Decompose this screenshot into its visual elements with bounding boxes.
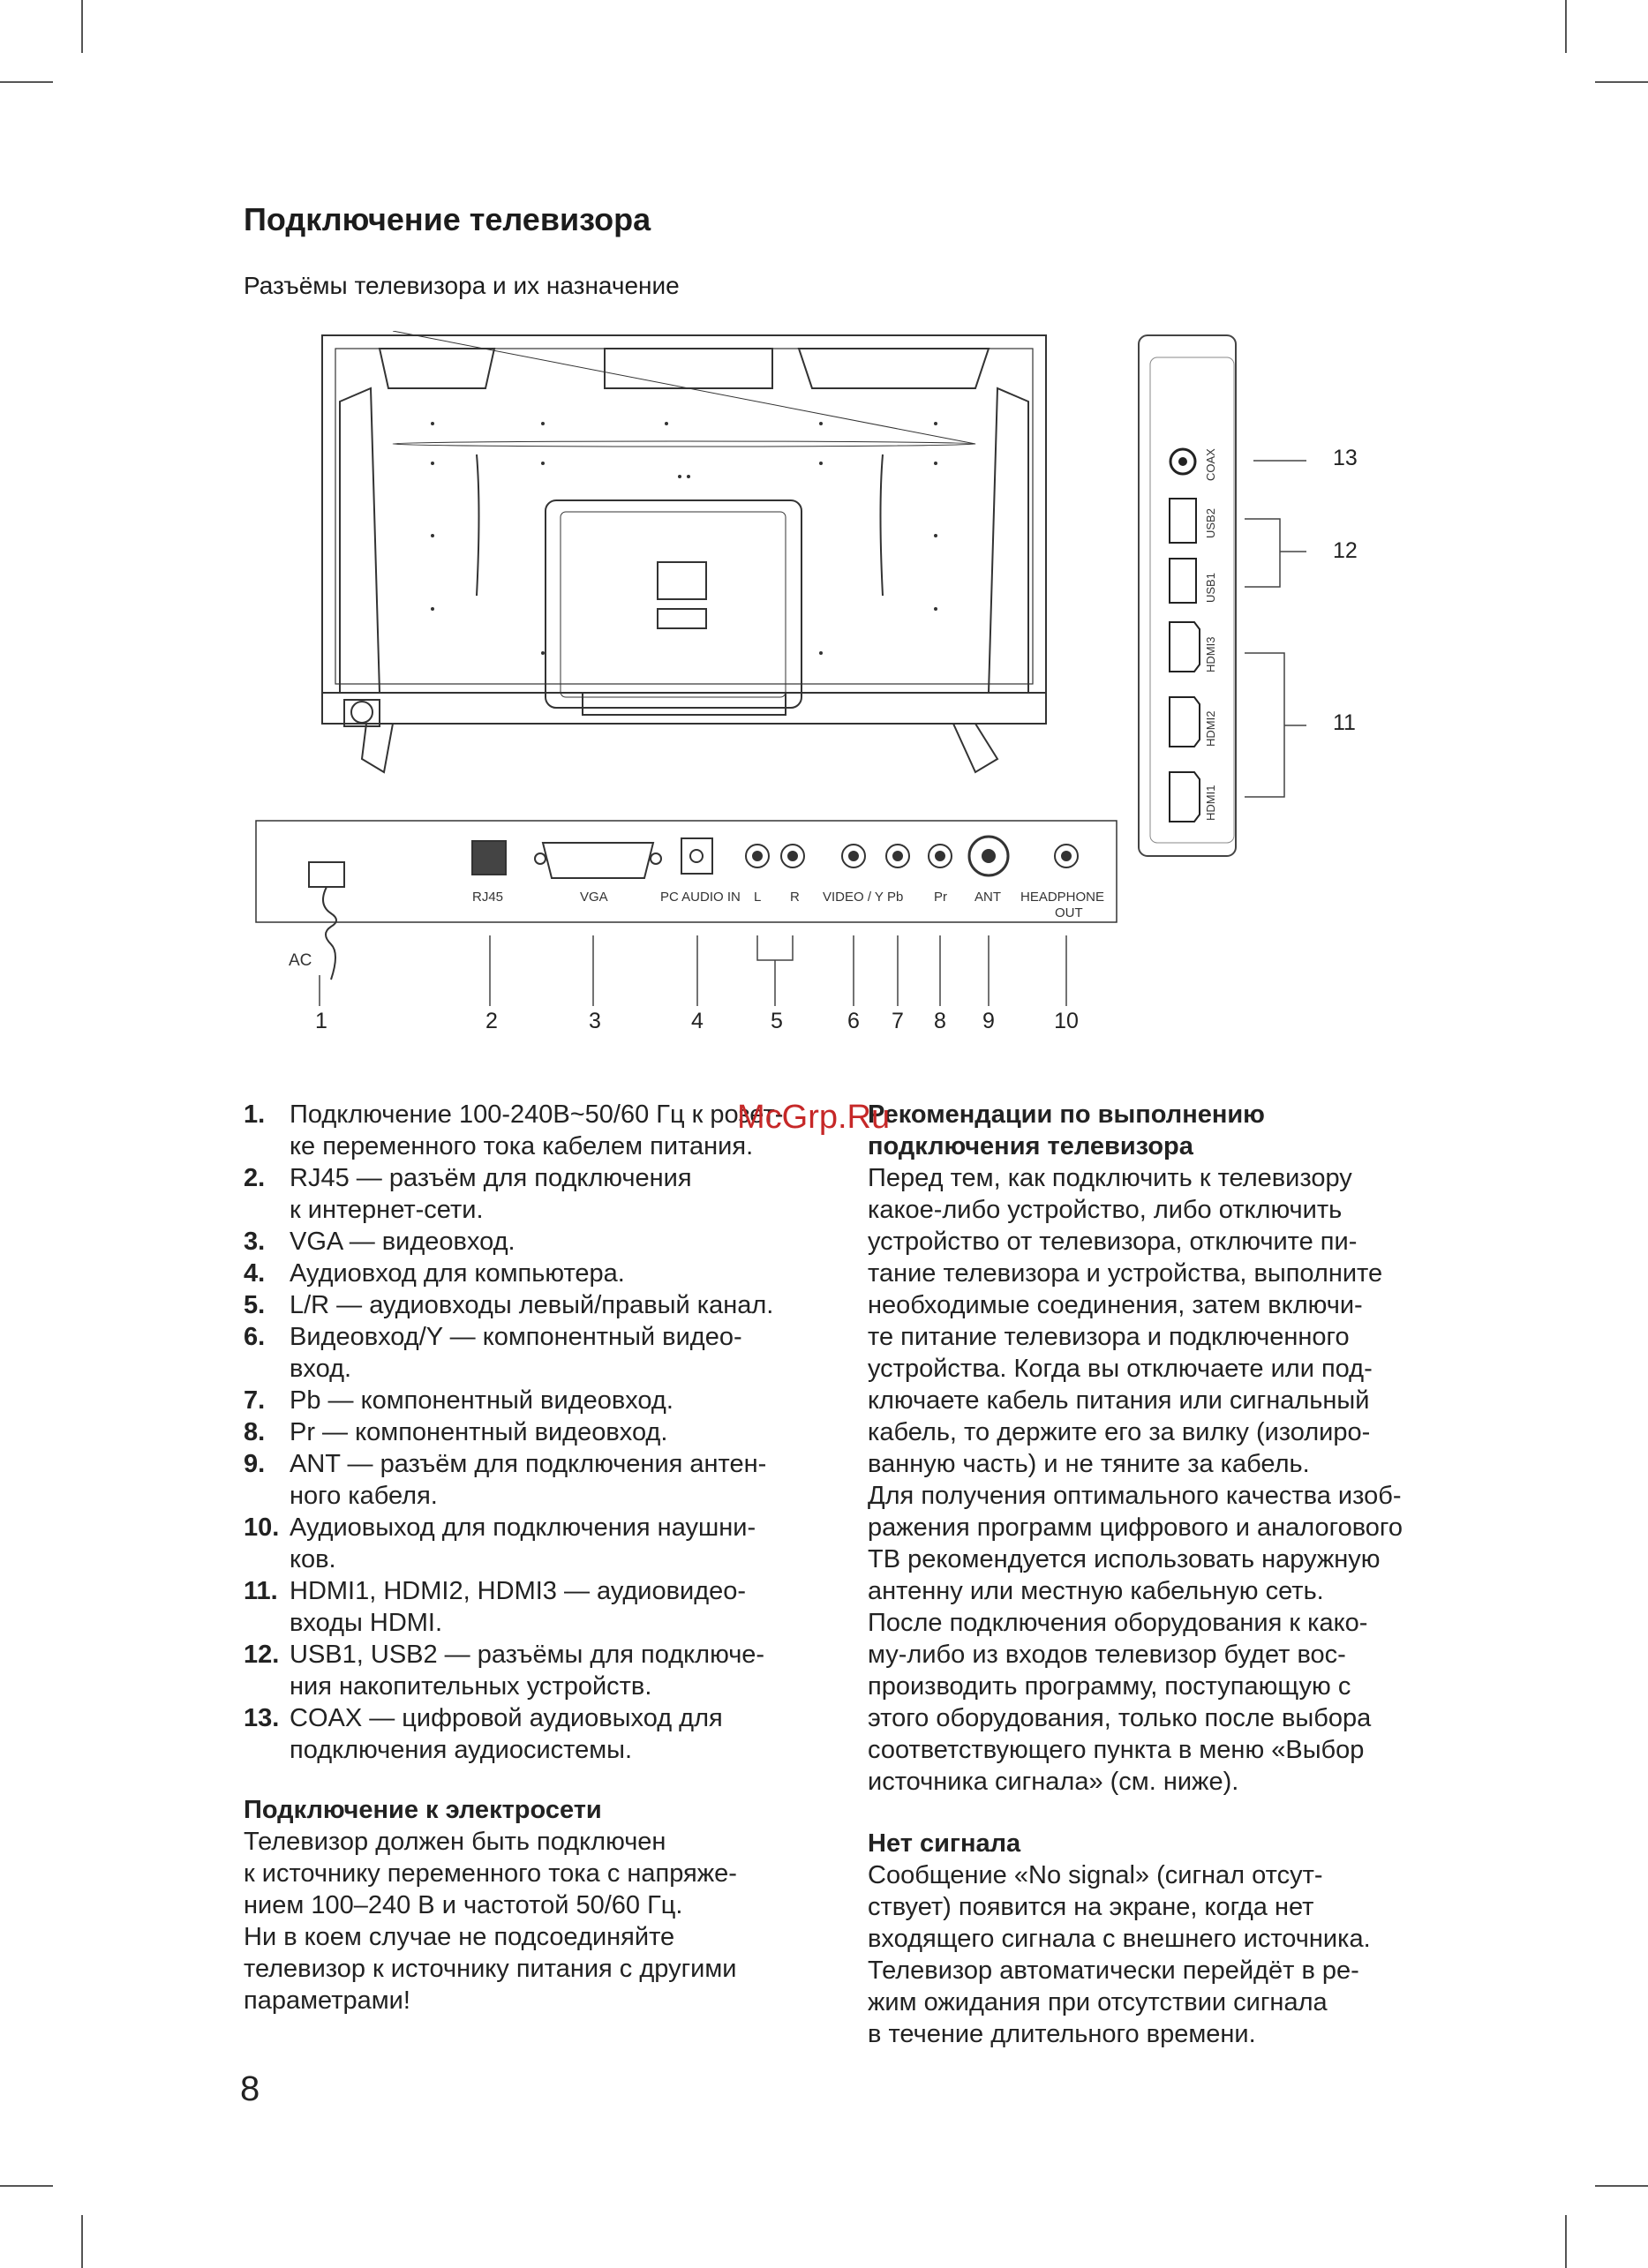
list-number: 4. xyxy=(244,1259,266,1288)
list-text: подключения аудиосистемы. xyxy=(290,1736,633,1764)
recommend-line: антенну или местную кабельную сеть. xyxy=(868,1577,1324,1605)
label-pc-audio: PC AUDIO IN xyxy=(660,890,741,905)
callout-4: 4 xyxy=(691,1009,704,1033)
recommend-line: устройство от телевизора, отключите пи- xyxy=(868,1228,1358,1256)
list-text: к интернет-сети. xyxy=(290,1196,484,1224)
list-text: ного кабеля. xyxy=(290,1482,438,1510)
label-headphone: HEADPHONE xyxy=(1020,890,1105,905)
nosignal-line: Сообщение «No signal» (сигнал отсут- xyxy=(868,1861,1323,1889)
list-item xyxy=(244,1321,844,1385)
power-line: параметрами! xyxy=(244,1986,410,2015)
recommend-line: Для получения оптимального качества изоб- xyxy=(868,1482,1402,1510)
list-item xyxy=(244,1258,844,1289)
label-pr: Pr xyxy=(934,890,947,905)
power-line: к источнику переменного тока с напряже- xyxy=(244,1859,737,1888)
crop-mark xyxy=(1565,2215,1567,2268)
list-text: ANT — разъём для подключения антен- xyxy=(290,1450,767,1478)
callout-9: 9 xyxy=(982,1009,995,1033)
page-number: 8 xyxy=(240,2069,260,2108)
nosignal-line: входящего сигнала с внешнего источника. xyxy=(868,1925,1371,1953)
list-text: ке переменного тока кабелем питания. xyxy=(290,1132,754,1160)
list-number: 12. xyxy=(244,1641,280,1669)
label-l: L xyxy=(754,890,762,905)
recommend-line: источника сигнала» (см. ниже). xyxy=(868,1768,1239,1796)
list-text: Pb — компонентный видеовход. xyxy=(290,1386,673,1415)
list-item xyxy=(244,1416,844,1448)
callout-11: 11 xyxy=(1333,710,1356,735)
recommend-heading: подключения телевизора xyxy=(868,1132,1193,1160)
label-video-y: VIDEO / Y xyxy=(823,890,884,905)
power-line: Телевизор должен быть подключен xyxy=(244,1828,666,1856)
label-out: OUT xyxy=(1055,905,1083,920)
list-text: COAX — цифровой аудиовыход для xyxy=(290,1704,723,1732)
list-number: 3. xyxy=(244,1228,266,1256)
recommend-section xyxy=(868,1099,1477,1798)
nosignal-line: жим ожидания при отсутствии сигнала xyxy=(868,1988,1328,2016)
list-number: 10. xyxy=(244,1513,280,1542)
crop-mark xyxy=(81,2215,83,2268)
list-item xyxy=(244,1385,844,1416)
recommend-line: ключаете кабель питания или сигнальный xyxy=(868,1386,1370,1415)
callout-1: 1 xyxy=(315,1009,327,1033)
recommend-line: кабель, то держите его за вилку (изолиро- xyxy=(868,1418,1371,1446)
label-ac: AC xyxy=(289,951,312,970)
list-number: 7. xyxy=(244,1386,266,1415)
power-heading: Подключение к электросети xyxy=(244,1796,602,1824)
power-line: Ни в коем случае не подсоединяйте xyxy=(244,1923,675,1951)
coax-label: COAX xyxy=(1204,448,1217,481)
callout-3: 3 xyxy=(589,1009,601,1033)
power-line: нием 100–240 В и частотой 50/60 Гц. xyxy=(244,1891,683,1919)
crop-mark xyxy=(0,2185,53,2187)
list-text: USB1, USB2 — разъёмы для подключе- xyxy=(290,1641,765,1669)
list-text: L/R — аудиовходы левый/правый канал. xyxy=(290,1291,774,1319)
list-item xyxy=(244,1702,844,1766)
hdmi1-label: HDMI1 xyxy=(1204,785,1217,821)
tv-rear-illustration xyxy=(318,331,1050,790)
callout-12: 12 xyxy=(1333,538,1358,563)
callout-13: 13 xyxy=(1333,446,1358,470)
crop-mark xyxy=(1565,0,1567,53)
label-ant: ANT xyxy=(975,890,1001,905)
list-item xyxy=(244,1639,844,1702)
recommend-line: производить программу, поступающую с xyxy=(868,1672,1351,1701)
list-number: 5. xyxy=(244,1291,266,1319)
list-number: 9. xyxy=(244,1450,266,1478)
power-line: телевизор к источнику питания с другими xyxy=(244,1955,737,1983)
crop-mark xyxy=(0,81,53,83)
recommend-line: ТВ рекомендуется использовать наружную xyxy=(868,1545,1381,1573)
list-text: входы HDMI. xyxy=(290,1609,443,1637)
crop-mark xyxy=(1595,81,1648,83)
label-r: R xyxy=(790,890,800,905)
list-number: 2. xyxy=(244,1164,266,1192)
recommend-line: этого оборудования, только после выбора xyxy=(868,1704,1372,1732)
power-section xyxy=(244,1794,844,2016)
list-text: ния накопительных устройств. xyxy=(290,1672,652,1701)
list-text: вход. xyxy=(290,1355,352,1383)
list-text: Аудиовыход для подключения наушни- xyxy=(290,1513,756,1542)
page-title: Подключение телевизора xyxy=(244,201,651,237)
list-item xyxy=(244,1448,844,1512)
recommend-line: Перед тем, как подключить к телевизору xyxy=(868,1164,1352,1192)
usb1-label: USB1 xyxy=(1204,573,1217,603)
recommend-line: тание телевизора и устройства, выполните xyxy=(868,1259,1383,1288)
crop-mark xyxy=(1595,2185,1648,2187)
list-number: 8. xyxy=(244,1418,266,1446)
list-number: 1. xyxy=(244,1100,266,1129)
recommend-line: ражения программ цифрового и аналогового xyxy=(868,1513,1403,1542)
list-number: 13. xyxy=(244,1704,280,1732)
list-text: VGA — видеовход. xyxy=(290,1228,515,1256)
list-text: Подключение 100-240В~50/60 Гц к розет- xyxy=(290,1100,784,1129)
list-number: 11. xyxy=(244,1577,278,1605)
recommend-heading: Рекомендации по выполнению xyxy=(868,1100,1265,1129)
nosignal-line: в течение длительного времени. xyxy=(868,2020,1256,2048)
callout-2: 2 xyxy=(485,1009,498,1033)
list-number: 6. xyxy=(244,1323,266,1351)
list-item xyxy=(244,1575,844,1639)
callout-7: 7 xyxy=(892,1009,904,1033)
callout-6: 6 xyxy=(847,1009,860,1033)
hdmi3-label: HDMI3 xyxy=(1204,636,1217,672)
page-subtitle: Разъёмы телевизора и их назначение xyxy=(244,272,680,299)
recommend-line: те питание телевизора и подключенного xyxy=(868,1323,1350,1351)
usb2-label: USB2 xyxy=(1204,508,1217,538)
recommend-line: ванную часть) и не тяните за кабель. xyxy=(868,1450,1310,1478)
recommend-line: устройства. Когда вы отключаете или под- xyxy=(868,1355,1373,1383)
recommend-line: После подключения оборудования к како- xyxy=(868,1609,1368,1637)
recommend-line: необходимые соединения, затем включи- xyxy=(868,1291,1363,1319)
list-item xyxy=(244,1512,844,1575)
nosignal-section xyxy=(868,1828,1477,2050)
recommend-line: му-либо из входов телевизор будет вос- xyxy=(868,1641,1346,1669)
side-callout-lines xyxy=(1236,441,1342,812)
connector-list xyxy=(244,1099,844,1766)
callout-5: 5 xyxy=(771,1009,783,1033)
label-pb: Pb xyxy=(887,890,904,905)
list-item xyxy=(244,1162,844,1226)
recommend-line: какое-либо устройство, либо отключить xyxy=(868,1196,1343,1224)
list-text: ков. xyxy=(290,1545,336,1573)
list-text: HDMI1, HDMI2, HDMI3 — аудиовидео- xyxy=(290,1577,747,1605)
list-text: Pr — компонентный видеовход. xyxy=(290,1418,668,1446)
nosignal-line: ствует) появится на экране, когда нет xyxy=(868,1893,1314,1921)
nosignal-line: Телевизор автоматически перейдёт в ре- xyxy=(868,1956,1359,1985)
callout-10: 10 xyxy=(1054,1009,1079,1033)
label-rj45: RJ45 xyxy=(472,890,504,905)
side-connector-panel xyxy=(1134,331,1240,860)
nosignal-heading: Нет сигнала xyxy=(868,1829,1021,1858)
list-item xyxy=(244,1226,844,1258)
list-text: Видеовход/Y — компонентный видео- xyxy=(290,1323,742,1351)
callout-8: 8 xyxy=(934,1009,946,1033)
list-item xyxy=(244,1289,844,1321)
list-text: Аудиовход для компьютера. xyxy=(290,1259,625,1288)
label-vga: VGA xyxy=(580,890,608,905)
bottom-connector-panel xyxy=(247,816,1125,1010)
watermark: McGrp.Ru xyxy=(737,1099,891,1136)
recommend-line: соответствующего пункта в меню «Выбор xyxy=(868,1736,1365,1764)
crop-mark xyxy=(81,0,83,53)
hdmi2-label: HDMI2 xyxy=(1204,710,1217,747)
list-text: RJ45 — разъём для подключения xyxy=(290,1164,692,1192)
